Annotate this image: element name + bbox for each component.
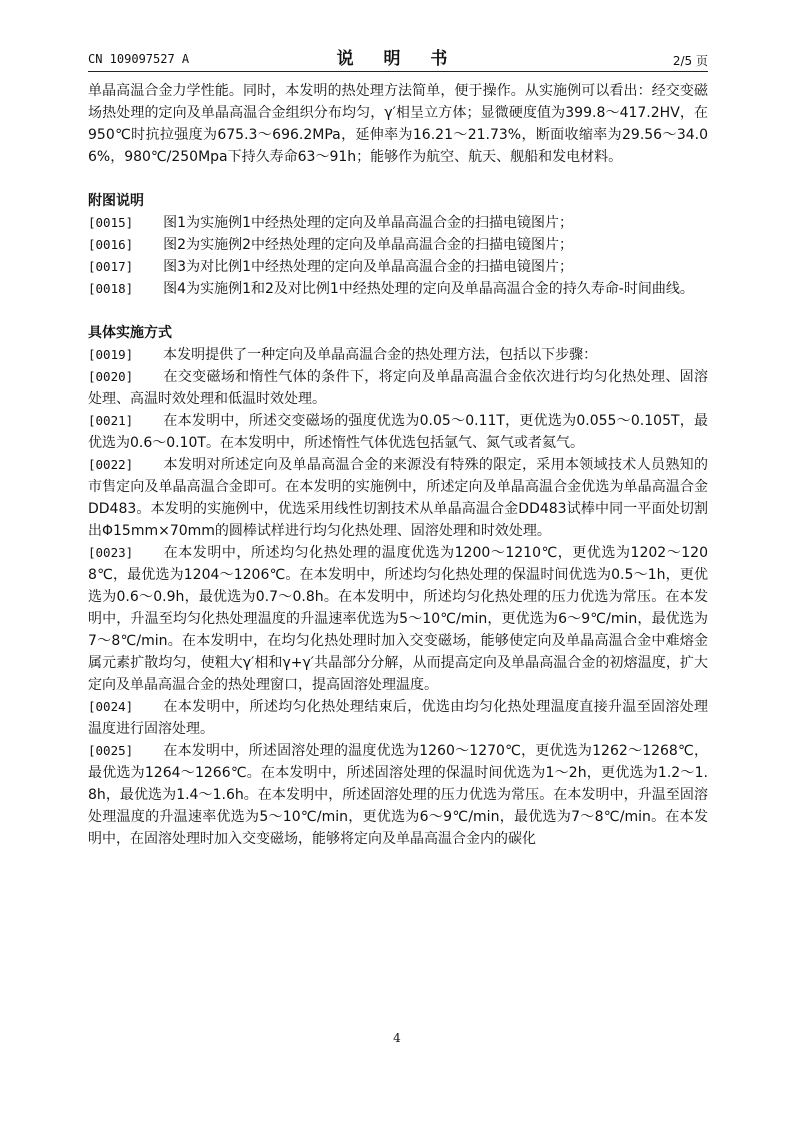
paragraph-0024	[88, 696, 708, 740]
paragraph-text: 图2为实施例2中经热处理的定向及单晶高温合金的扫描电镜图片；	[163, 237, 573, 253]
paragraph-tag: [0023]	[88, 545, 134, 560]
spacer	[88, 300, 708, 322]
paragraph-tag: [0021]	[88, 413, 134, 428]
paragraph-tag: [0020]	[88, 369, 134, 384]
paragraph-tag: [0024]	[88, 699, 134, 714]
paragraph-text: 在本发明中，所述交变磁场的强度优选为0.05～0.11T，更优选为0.055～0.105T，最优选为0.6～0.10T。在本发明中，所述惰性气体优选包括氩气、氮气或者氦气。	[88, 413, 708, 451]
spacer	[88, 168, 708, 190]
paragraph-tag: [0017]	[88, 259, 134, 274]
document-title: 说 明 书	[336, 49, 460, 69]
header-rule	[88, 71, 708, 72]
paragraph-tag: [0015]	[88, 215, 134, 230]
paragraph-tag: [0016]	[88, 237, 134, 252]
paragraph-text: 在本发明中，所述均匀化热处理的温度优选为1200～1210℃，更优选为1202～1208℃，最优选为1204～1206℃。在本发明中，所述均匀化热处理的保温时间优选为0.5～1h，更优选为0.6～0.9h，最优选为0.7～0.8h。在本发明中，所述均匀化热处理的压力优选为常压。在本发明中，升温至均匀化热处理温度的升温速率优选为5～10℃/min，更优选为6～9℃/min，最优选为7～8℃/min。在本发明中，在均匀化热处理时加入交变磁场，能够使定向及单晶高温合金中难熔金属元素扩散均匀，使粗大γ′相和γ+γ′共晶部分分解，从而提高定向及单晶高温合金的初熔温度，扩大定向及单晶高温合金的热处理窗口，提高固溶处理温度。	[88, 545, 708, 693]
paragraph-0017	[88, 256, 708, 278]
paragraph-0022	[88, 454, 708, 542]
paragraph-tag: [0022]	[88, 457, 134, 472]
paragraph-0019	[88, 344, 708, 366]
page-header	[88, 44, 708, 70]
patent-number: CN 109097527 A	[88, 52, 190, 66]
page-indicator: 2/5 页	[672, 54, 708, 68]
paragraph-tag: [0025]	[88, 743, 134, 758]
paragraph-0021	[88, 410, 708, 454]
paragraph-text: 本发明提供了一种定向及单晶高温合金的热处理方法，包括以下步骤：	[163, 347, 598, 363]
page-number: 4	[393, 1031, 401, 1045]
paragraph-0015	[88, 212, 708, 234]
paragraph-tag: [0019]	[88, 347, 134, 362]
figures-heading: 附图说明	[88, 193, 144, 209]
paragraph-text: 在本发明中，所述均匀化热处理结束后，优选由均匀化热处理温度直接升温至固溶处理温度进行固溶处理。	[88, 699, 708, 737]
paragraph-0016	[88, 234, 708, 256]
document-body	[88, 80, 708, 850]
paragraph-text: 在交变磁场和惰性气体的条件下，将定向及单晶高温合金依次进行均匀化热处理、固溶处理、高温时效处理和低温时效处理。	[88, 369, 708, 407]
paragraph-text: 图4为实施例1和2及对比例1中经热处理的定向及单晶高温合金的持久寿命-时间曲线。	[163, 281, 694, 297]
paragraph-0023	[88, 542, 708, 696]
paragraph-text: 本发明对所述定向及单晶高温合金的来源没有特殊的限定，采用本领域技术人员熟知的市售定向及单晶高温合金即可。在本发明的实施例中，所述定向及单晶高温合金优选为单晶高温合金DD483。本发明的实施例中，优选采用线性切割技术从单晶高温合金DD483试棒中同一平面处切割出Φ15mm×70mm的圆棒试样进行均匀化热处理、固溶处理和时效处理。	[88, 457, 708, 539]
embodiment-heading: 具体实施方式	[88, 325, 172, 341]
paragraph-tag: [0018]	[88, 281, 134, 296]
paragraph-text: 图3为对比例1中经热处理的定向及单晶高温合金的扫描电镜图片；	[163, 259, 573, 275]
paragraph-0020	[88, 366, 708, 410]
intro-paragraph: 单晶高温合金力学性能。同时，本发明的热处理方法简单，便于操作。从实施例可以看出：经交变磁场热处理的定向及单晶高温合金组织分布均匀，γ′相呈立方体；显微硬度值为399.8～417.2HV，在950℃时抗拉强度为675.3～696.2MPa，延伸率为16.21～21.73%，断面收缩率为29.56～34.06%，980℃/250Mpa下持久寿命63～91h；能够作为航空、航天、舰船和发电材料。	[88, 83, 708, 165]
paragraph-text: 在本发明中，所述固溶处理的温度优选为1260～1270℃，更优选为1262～1268℃，最优选为1264～1266℃。在本发明中，所述固溶处理的保温时间优选为1～2h，更优选为1.2～1.8h，最优选为1.4～1.6h。在本发明中，所述固溶处理的压力优选为常压。在本发明中，升温至固溶处理温度的升温速率优选为5～10℃/min，更优选为6～9℃/min，最优选为7～8℃/min。在本发明中，在固溶处理时加入交变磁场，能够将定向及单晶高温合金内的碳化	[88, 743, 708, 847]
paragraph-0025	[88, 740, 708, 850]
paragraph-text: 图1为实施例1中经热处理的定向及单晶高温合金的扫描电镜图片；	[163, 215, 573, 231]
paragraph-0018	[88, 278, 708, 300]
